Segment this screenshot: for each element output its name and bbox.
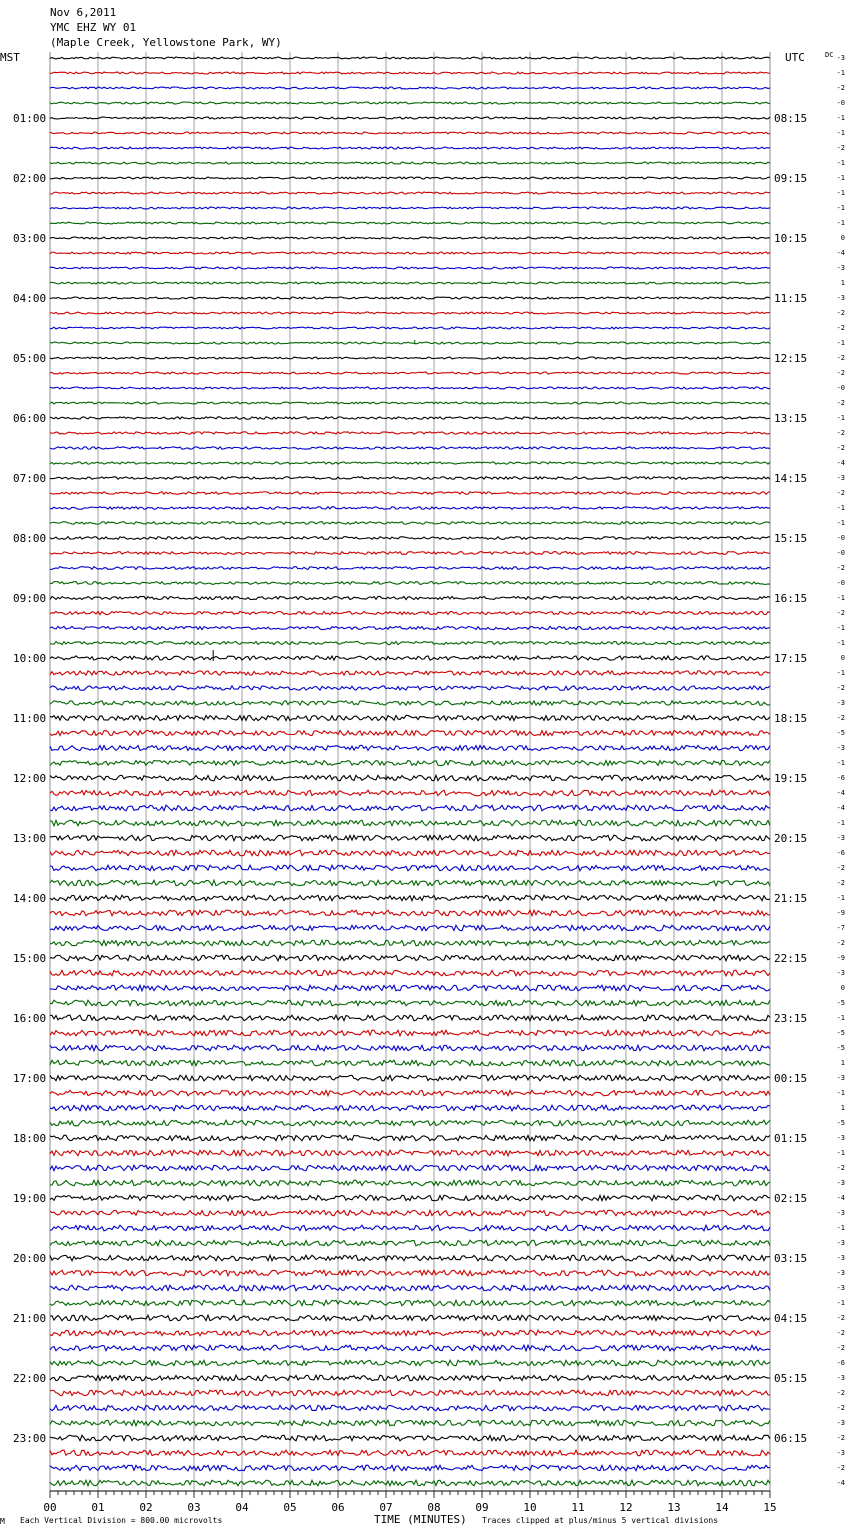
utc-hour-label: 14:15 xyxy=(774,472,808,485)
trace-row xyxy=(50,507,770,510)
trace-row xyxy=(50,1405,770,1411)
dc-offset-value: -2 xyxy=(836,1329,845,1337)
utc-hour-label: 10:15 xyxy=(774,232,808,245)
dc-offset-value: -1 xyxy=(836,159,845,167)
trace-row xyxy=(50,850,770,856)
left-timezone-label: MST xyxy=(0,51,20,64)
mst-hour-label: 11:00 xyxy=(13,712,47,725)
trace-row xyxy=(50,1435,770,1441)
trace-row xyxy=(50,477,770,480)
dc-offset-value: -3 xyxy=(836,1074,845,1082)
trace-row xyxy=(50,282,770,284)
trace-row xyxy=(50,312,770,314)
utc-hour-label: 11:15 xyxy=(774,292,808,305)
trace-row xyxy=(50,611,770,614)
x-tick-label: 10 xyxy=(523,1501,537,1514)
dc-offset-value: -2 xyxy=(836,1389,845,1397)
dc-offset-value: -1 xyxy=(836,339,845,347)
station-code: YMC EHZ WY 01 xyxy=(50,21,137,34)
utc-hour-label: 17:15 xyxy=(774,652,808,665)
trace-row xyxy=(50,417,770,419)
trace-row xyxy=(50,880,770,886)
utc-hour-label: 01:15 xyxy=(774,1132,808,1145)
trace-row xyxy=(50,402,770,404)
trace-row xyxy=(50,1210,770,1216)
trace-row xyxy=(50,715,770,720)
dc-offset-value: -2 xyxy=(836,1464,845,1472)
utc-hour-labels xyxy=(774,112,807,1445)
trace-row xyxy=(50,57,770,59)
scale-note: Each Vertical Division = 800.00 microvolts xyxy=(20,1516,223,1525)
dc-offset-value: -2 xyxy=(836,714,845,722)
x-tick-label: 15 xyxy=(763,1501,777,1514)
dc-offset-value: -2 xyxy=(836,1404,845,1412)
dc-offset-value: -2 xyxy=(836,399,845,407)
dc-offset-value: -3 xyxy=(836,1134,845,1142)
dc-offset-value: 1 xyxy=(840,1104,845,1112)
dc-offset-value: -1 xyxy=(836,1299,845,1307)
dc-offset-value: -0 xyxy=(836,534,845,542)
utc-hour-label: 06:15 xyxy=(774,1432,808,1445)
trace-row xyxy=(50,1090,770,1095)
mst-hour-label: 05:00 xyxy=(13,352,47,365)
dc-offset-value: -3 xyxy=(836,699,845,707)
trace-row xyxy=(50,552,770,555)
x-tick-label: 13 xyxy=(667,1501,681,1514)
dc-offset-value: -4 xyxy=(836,789,845,797)
mst-hour-labels xyxy=(13,112,46,1445)
utc-hour-label: 03:15 xyxy=(774,1252,808,1265)
dc-offset-value: -3 xyxy=(836,264,845,272)
x-tick-label: 01 xyxy=(91,1501,105,1514)
dc-offset-value: -5 xyxy=(836,1119,845,1127)
trace-row xyxy=(50,1345,770,1351)
trace-row xyxy=(50,1390,770,1396)
trace-row xyxy=(50,745,770,750)
trace-row xyxy=(50,790,770,796)
dc-offset-value: -2 xyxy=(836,324,845,332)
utc-hour-label: 12:15 xyxy=(774,352,808,365)
record-date: Nov 6,2011 xyxy=(50,6,117,19)
dc-offset-value: -2 xyxy=(836,354,845,362)
dc-offset-value: -3 xyxy=(836,1374,845,1382)
utc-hour-label: 18:15 xyxy=(774,712,808,725)
trace-row xyxy=(50,132,770,134)
trace-row xyxy=(50,177,770,179)
trace-row xyxy=(50,1165,770,1171)
dc-offset-value: -6 xyxy=(836,774,845,782)
mst-hour-label: 21:00 xyxy=(13,1312,47,1325)
trace-row xyxy=(50,910,770,916)
trace-row xyxy=(50,596,770,599)
utc-hour-label: 19:15 xyxy=(774,772,808,785)
dc-offset-value: -2 xyxy=(836,684,845,692)
utc-hour-label: 23:15 xyxy=(774,1012,808,1025)
x-tick-label: 04 xyxy=(235,1501,249,1514)
dc-offset-value: -3 xyxy=(836,1179,845,1187)
trace-row xyxy=(50,492,770,495)
clip-note: Traces clipped at plus/minus 5 vertical divisions xyxy=(482,1516,719,1525)
trace-row xyxy=(50,1300,770,1306)
utc-hour-label: 00:15 xyxy=(774,1072,808,1085)
utc-hour-label: 16:15 xyxy=(774,592,808,605)
trace-row xyxy=(50,447,770,449)
trace-row xyxy=(50,1180,770,1186)
trace-row xyxy=(50,1465,770,1471)
mst-hour-label: 09:00 xyxy=(13,592,47,605)
dc-offset-value: -3 xyxy=(836,1449,845,1457)
x-tick-label: 11 xyxy=(571,1501,585,1514)
trace-row xyxy=(50,805,770,811)
trace-row xyxy=(50,940,770,946)
dc-offset-value: -3 xyxy=(836,54,845,62)
dc-offset-value: -1 xyxy=(836,624,845,632)
dc-offset-value: -4 xyxy=(836,1479,845,1487)
dc-offset-value: -5 xyxy=(836,1029,845,1037)
x-tick-label: 09 xyxy=(475,1501,489,1514)
mst-hour-label: 12:00 xyxy=(13,772,47,785)
mst-hour-label: 03:00 xyxy=(13,232,47,245)
dc-offset-value: -1 xyxy=(836,669,845,677)
trace-row xyxy=(50,1375,770,1381)
x-tick-label: 06 xyxy=(331,1501,345,1514)
trace-row xyxy=(50,357,770,359)
trace-row xyxy=(50,641,770,644)
mst-hour-label: 16:00 xyxy=(13,1012,47,1025)
trace-row xyxy=(50,1360,770,1366)
trace-row xyxy=(50,117,770,119)
dc-offset-value: -6 xyxy=(836,849,845,857)
dc-offset-value: -1 xyxy=(836,639,845,647)
mst-hour-label: 23:00 xyxy=(13,1432,47,1445)
trace-row xyxy=(50,1225,770,1231)
trace-row xyxy=(50,955,770,961)
trace-row xyxy=(50,432,770,434)
dc-offset-value: -2 xyxy=(836,564,845,572)
mst-hour-label: 07:00 xyxy=(13,472,47,485)
dc-offset-value: -1 xyxy=(836,594,845,602)
trace-row xyxy=(50,522,770,525)
dc-offset-value: -4 xyxy=(836,804,845,812)
trace-row xyxy=(50,895,770,901)
trace-row xyxy=(50,102,770,104)
dc-offset-value: -4 xyxy=(836,249,845,257)
mst-hour-label: 13:00 xyxy=(13,832,47,845)
dc-offset-value: -3 xyxy=(836,1239,845,1247)
dc-offset-header: DC xyxy=(825,51,834,59)
dc-offset-value: -5 xyxy=(836,1044,845,1052)
trace-row xyxy=(50,865,770,871)
dc-offset-value: -2 xyxy=(836,1164,845,1172)
trace-row xyxy=(50,207,770,209)
trace-row xyxy=(50,1105,770,1111)
dc-offset-value: -3 xyxy=(836,1419,845,1427)
mst-hour-label: 15:00 xyxy=(13,952,47,965)
mst-hour-label: 22:00 xyxy=(13,1372,47,1385)
dc-offset-value: -1 xyxy=(836,204,845,212)
trace-row xyxy=(50,835,770,841)
dc-offset-value: -3 xyxy=(836,744,845,752)
dc-offset-value: -2 xyxy=(836,1434,845,1442)
dc-offset-value: -3 xyxy=(836,834,845,842)
trace-row xyxy=(50,222,770,224)
dc-offset-value: -2 xyxy=(836,84,845,92)
x-tick-label: 08 xyxy=(427,1501,441,1514)
dc-offset-value: -3 xyxy=(836,969,845,977)
trace-row xyxy=(50,192,770,194)
trace-row xyxy=(50,760,770,765)
trace-row xyxy=(50,537,770,540)
mst-hour-label: 06:00 xyxy=(13,412,47,425)
dc-offset-value: -1 xyxy=(836,129,845,137)
utc-hour-label: 20:15 xyxy=(774,832,808,845)
trace-row xyxy=(50,1045,770,1051)
x-tick-label: 00 xyxy=(43,1501,57,1514)
dc-offset-value: -5 xyxy=(836,729,845,737)
trace-row xyxy=(50,1480,770,1486)
dc-offset-value: 0 xyxy=(840,654,845,662)
trace-row xyxy=(50,387,770,389)
trace-row xyxy=(50,656,770,660)
trace-row xyxy=(50,1270,770,1276)
dc-offset-value: -9 xyxy=(836,954,845,962)
dc-offset-value: -4 xyxy=(836,459,845,467)
mst-hour-label: 19:00 xyxy=(13,1192,47,1205)
trace-row xyxy=(50,567,770,570)
trace-row xyxy=(50,626,770,629)
trace-row xyxy=(50,1420,770,1426)
trace-row xyxy=(50,1120,770,1126)
x-tick-label: 14 xyxy=(715,1501,729,1514)
x-tick-label: 03 xyxy=(187,1501,201,1514)
dc-offset-value: -2 xyxy=(836,879,845,887)
dc-offset-value: -2 xyxy=(836,609,845,617)
mst-hour-label: 14:00 xyxy=(13,892,47,905)
right-timezone-label: UTC xyxy=(785,51,805,64)
dc-offset-value: -1 xyxy=(836,894,845,902)
trace-row xyxy=(50,252,770,254)
trace-row xyxy=(50,1315,770,1321)
dc-offset-value: 0 xyxy=(840,984,845,992)
trace-row xyxy=(50,1060,770,1066)
trace-row xyxy=(50,820,770,826)
trace-row xyxy=(50,147,770,149)
x-tick-label: 12 xyxy=(619,1501,633,1514)
utc-hour-label: 08:15 xyxy=(774,112,808,125)
dc-offset-value: -2 xyxy=(836,1314,845,1322)
trace-row xyxy=(50,372,770,374)
trace-row xyxy=(50,1450,770,1456)
x-tick-label: 02 xyxy=(139,1501,153,1514)
dc-offset-value: -3 xyxy=(836,474,845,482)
trace-row xyxy=(50,671,770,675)
mst-hour-label: 02:00 xyxy=(13,172,47,185)
dc-offset-value: -2 xyxy=(836,489,845,497)
dc-offset-value: -3 xyxy=(836,1209,845,1217)
trace-row xyxy=(50,775,770,781)
trace-row xyxy=(50,1150,770,1156)
dc-offset-value: -2 xyxy=(836,309,845,317)
trace-row xyxy=(50,462,770,464)
trace-row xyxy=(50,1195,770,1201)
dc-offset-value: -2 xyxy=(836,444,845,452)
trace-row xyxy=(50,72,770,74)
dc-offset-value: -1 xyxy=(836,759,845,767)
dc-offset-value: -3 xyxy=(836,294,845,302)
utc-hour-label: 02:15 xyxy=(774,1192,808,1205)
dc-offset-value: -1 xyxy=(836,114,845,122)
trace-row xyxy=(50,701,770,705)
trace-row xyxy=(50,985,770,991)
trace-row xyxy=(50,1240,770,1246)
dc-offset-value: -2 xyxy=(836,429,845,437)
dc-offset-value: -1 xyxy=(836,504,845,512)
trace-row xyxy=(50,925,770,931)
time-axis xyxy=(43,1491,776,1514)
dc-offset-value: -3 xyxy=(836,1284,845,1292)
utc-hour-label: 09:15 xyxy=(774,172,808,185)
dc-offset-value: -0 xyxy=(836,384,845,392)
dc-offset-value: -1 xyxy=(836,189,845,197)
dc-offset-value: -1 xyxy=(836,819,845,827)
station-location: (Maple Creek, Yellowstone Park, WY) xyxy=(50,36,282,49)
trace-rows xyxy=(50,57,770,1486)
utc-hour-label: 15:15 xyxy=(774,532,808,545)
trace-row xyxy=(50,297,770,299)
dc-offset-value: -5 xyxy=(836,999,845,1007)
trace-row xyxy=(50,1030,770,1036)
dc-offset-value: -1 xyxy=(836,414,845,422)
mst-hour-label: 04:00 xyxy=(13,292,47,305)
dc-offset-value: -1 xyxy=(836,519,845,527)
dc-offset-value: -2 xyxy=(836,144,845,152)
utc-hour-label: 13:15 xyxy=(774,412,808,425)
trace-row xyxy=(50,1015,770,1021)
dc-offset-value: -1 xyxy=(836,1014,845,1022)
dc-offset-value: -0 xyxy=(836,99,845,107)
dc-offset-value: -1 xyxy=(836,219,845,227)
trace-row xyxy=(50,87,770,89)
dc-offset-value: -4 xyxy=(836,1194,845,1202)
dc-offset-value: 1 xyxy=(840,1059,845,1067)
utc-hour-label: 05:15 xyxy=(774,1372,808,1385)
dc-offset-value: -3 xyxy=(836,1269,845,1277)
trace-row xyxy=(50,1075,770,1081)
mst-hour-label: 18:00 xyxy=(13,1132,47,1145)
trace-row xyxy=(50,1000,770,1006)
dc-offset-value: -1 xyxy=(836,69,845,77)
trace-row xyxy=(50,686,770,690)
dc-offset-column xyxy=(837,54,845,1487)
mst-hour-label: 10:00 xyxy=(13,652,47,665)
dc-offset-value: -1 xyxy=(836,1149,845,1157)
trace-row xyxy=(50,730,770,735)
dc-offset-value: -1 xyxy=(836,174,845,182)
utc-hour-label: 04:15 xyxy=(774,1312,808,1325)
trace-row xyxy=(50,342,770,344)
trace-row xyxy=(50,1255,770,1261)
mst-hour-label: 01:00 xyxy=(13,112,47,125)
trace-row xyxy=(50,1135,770,1141)
mst-hour-label: 08:00 xyxy=(13,532,47,545)
trace-row xyxy=(50,1285,770,1291)
x-tick-label: 07 xyxy=(379,1501,393,1514)
x-tick-label: 05 xyxy=(283,1501,297,1514)
dc-offset-value: -1 xyxy=(836,1089,845,1097)
dc-offset-value: -0 xyxy=(836,549,845,557)
trace-row xyxy=(50,582,770,585)
trace-row xyxy=(50,267,770,269)
dc-offset-value: 0 xyxy=(840,234,845,242)
utc-hour-label: 21:15 xyxy=(774,892,808,905)
dc-offset-value: -2 xyxy=(836,939,845,947)
dc-offset-value: -2 xyxy=(836,369,845,377)
dc-offset-value: -7 xyxy=(836,924,845,932)
dc-offset-value: -9 xyxy=(836,909,845,917)
mst-hour-label: 17:00 xyxy=(13,1072,47,1085)
trace-row xyxy=(50,162,770,164)
dc-offset-value: -2 xyxy=(836,1344,845,1352)
dc-offset-value: -2 xyxy=(836,864,845,872)
dc-offset-value: -0 xyxy=(836,579,845,587)
dc-offset-value: 1 xyxy=(840,279,845,287)
trace-row xyxy=(50,970,770,976)
corner-mark: M xyxy=(0,1517,5,1526)
dc-offset-value: -1 xyxy=(836,1224,845,1232)
trace-row xyxy=(50,327,770,329)
dc-offset-value: -3 xyxy=(836,1254,845,1262)
utc-hour-label: 22:15 xyxy=(774,952,808,965)
dc-offset-value: -6 xyxy=(836,1359,845,1367)
trace-row xyxy=(50,1330,770,1336)
x-axis-title: TIME (MINUTES) xyxy=(374,1513,467,1526)
mst-hour-label: 20:00 xyxy=(13,1252,47,1265)
trace-row xyxy=(50,237,770,239)
